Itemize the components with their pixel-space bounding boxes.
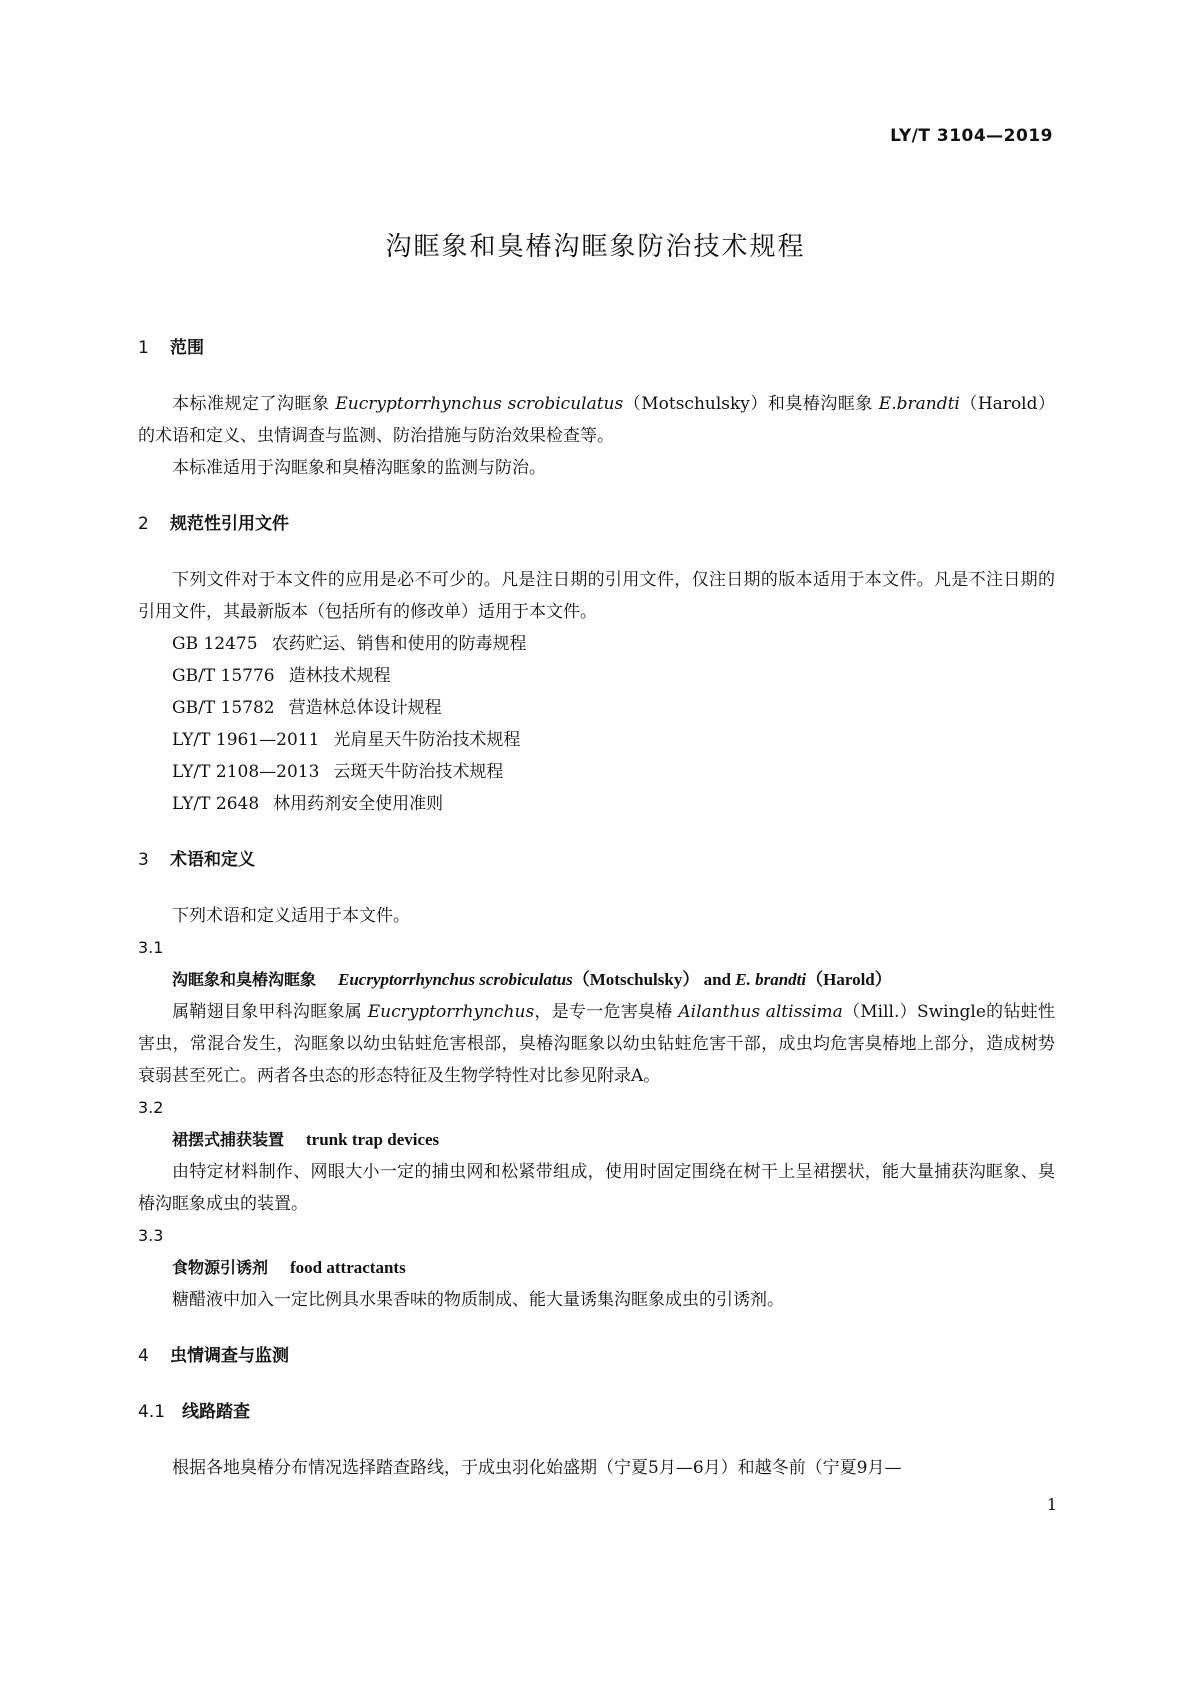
paragraph: 本标准规定了沟眶象 Eucryptorrhynchus scrobiculatus（Motschulsky）和臭椿沟眶象 E.brandti（Harold）的术语和定义、虫情调查与监测、防治措施与防治效果检查等。	[138, 394, 1055, 446]
term-definition: 属鞘翅目象甲科沟眶象属 Eucryptorrhynchus，是专一危害臭椿 Ailanthus altissima（Mill.）Swingle的钻蛀性害虫，常混合发生，沟眶象以幼虫钻蛀危害根部，臭椿沟眶象以幼虫钻蛀危害干部，成虫均危害臭椿地上部分，造成树势衰弱甚至死亡。两者各虫态的形态特征及生物学特性对比参见附录A。	[138, 1002, 1056, 1086]
paragraph: 下列术语和定义适用于本文件。	[172, 906, 410, 926]
page-number: 1	[1046, 1495, 1057, 1514]
term-number: 3.1	[138, 938, 164, 957]
page-title: 沟眶象和臭椿沟眶象防治技术规程	[385, 232, 806, 262]
reference-item: GB/T 15782 营造林总体设计规程	[172, 698, 442, 718]
term-definition: 糖醋液中加入一定比例具水果香味的物质制成、能大量诱集沟眶象成虫的引诱剂。	[172, 1290, 784, 1310]
section-heading-4	[138, 1340, 1055, 1372]
paragraph: 下列文件对于本文件的应用是必不可少的。凡是注日期的引用文件，仅注日期的版本适用于本文件。凡是不注日期的引用文件，其最新版本（包括所有的修改单）适用于本文件。	[138, 570, 1055, 622]
subsection-heading	[138, 1396, 1055, 1428]
term-heading: 食物源引诱剂 food attractants	[172, 1258, 406, 1277]
term-definition: 由特定材料制作、网眼大小一定的捕虫网和松紧带组成，使用时固定围绕在树干上呈裙摆状，能大量捕获沟眶象、臭椿沟眶象成虫的装置。	[138, 1162, 1055, 1214]
paragraph: 本标准适用于沟眶象和臭椿沟眶象的监测与防治。	[172, 458, 546, 478]
reference-item: LY/T 2108—2013 云斑天牛防治技术规程	[172, 762, 504, 782]
term-heading: 沟眶象和臭椿沟眶象 Eucryptorrhynchus scrobiculatus（Motschulsky） and E. brandti（Harold）	[172, 970, 892, 989]
section-number: 3	[138, 850, 149, 870]
reference-item: LY/T 1961—2011 光肩星天牛防治技术规程	[172, 730, 521, 750]
subsection-title: 线路踏查	[182, 1402, 250, 1422]
reference-item: GB 12475 农药贮运、销售和使用的防毒规程	[172, 634, 527, 654]
section-title: 规范性引用文件	[170, 514, 289, 534]
standard-number: LY/T 3104—2019	[890, 126, 1053, 146]
term-number: 3.2	[138, 1098, 164, 1117]
section-number: 2	[138, 514, 149, 534]
section-number: 1	[138, 338, 149, 358]
paragraph: 根据各地臭椿分布情况选择踏查路线，于成虫羽化始盛期（宁夏5月—6月）和越冬前（宁夏9月—	[172, 1458, 902, 1478]
term-heading: 裙摆式捕获装置 trunk trap devices	[172, 1130, 440, 1149]
section-heading-3	[138, 844, 1055, 876]
section-heading-1	[138, 332, 1055, 364]
section-number: 4	[138, 1346, 149, 1366]
reference-item: LY/T 2648 林用药剂安全使用准则	[172, 794, 444, 814]
term-number: 3.3	[138, 1226, 164, 1245]
reference-item: GB/T 15776 造林技术规程	[172, 666, 391, 686]
section-title: 虫情调查与监测	[170, 1346, 289, 1366]
section-title: 术语和定义	[170, 850, 255, 870]
section-heading-2	[138, 508, 1055, 540]
section-title: 范围	[170, 338, 204, 358]
document-body	[138, 332, 1055, 1484]
subsection-number: 4.1	[138, 1402, 166, 1422]
